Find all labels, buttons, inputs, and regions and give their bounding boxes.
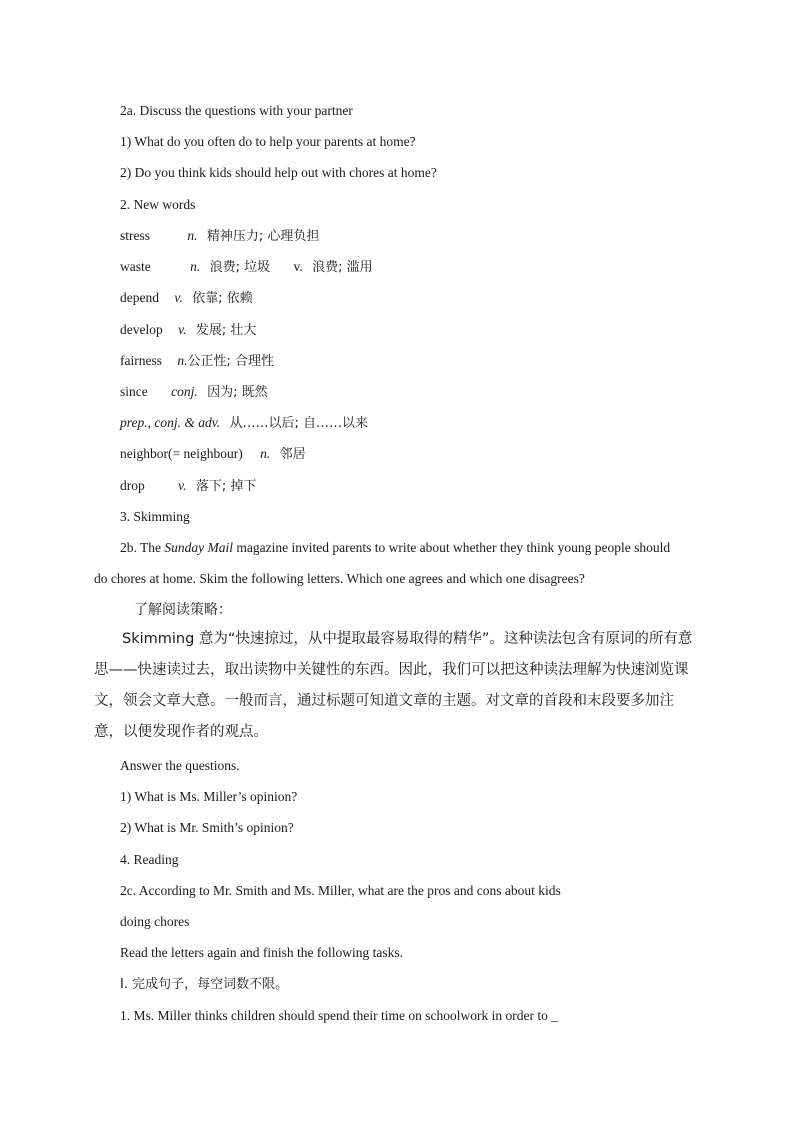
word: depend bbox=[120, 290, 159, 305]
word-meaning: 落下; 掉下 bbox=[195, 479, 257, 494]
word-meaning: 发展; 壮大 bbox=[195, 323, 257, 338]
heading-new-words: 2. New words bbox=[120, 197, 196, 212]
word-meaning: 依靠; 依赖 bbox=[192, 291, 253, 306]
paragraph-2b-line1 bbox=[120, 539, 670, 557]
part-of-speech: n. bbox=[260, 446, 271, 461]
word: drop bbox=[120, 478, 145, 493]
word-meaning: 精神压力; 心理负担 bbox=[206, 229, 320, 244]
paragraph-2c-line2: doing chores bbox=[120, 914, 190, 929]
word-row bbox=[120, 321, 256, 340]
part-of-speech: v. bbox=[178, 478, 187, 493]
word-meaning: 公正性; 合理性 bbox=[187, 354, 274, 369]
word-row bbox=[120, 227, 319, 246]
part-of-speech: prep., conj. & adv. bbox=[120, 415, 221, 430]
question-3-2: 2) What is Mr. Smith’s opinion? bbox=[120, 820, 294, 835]
part-of-speech: n. bbox=[187, 228, 198, 243]
word-meaning: 从……以后; 自……以来 bbox=[229, 416, 368, 431]
part-of-speech: n. bbox=[177, 353, 188, 368]
strategy-title: 了解阅读策略： bbox=[134, 602, 232, 618]
part-of-speech-2: v. bbox=[293, 259, 303, 274]
word-row bbox=[120, 258, 373, 277]
word: waste bbox=[120, 259, 151, 274]
part-of-speech: v. bbox=[174, 290, 183, 305]
heading-skimming: 3. Skimming bbox=[120, 509, 190, 524]
paragraph-2b-line2: do chores at home. Skim the following letters. Which one agrees and which one disagrees? bbox=[94, 571, 585, 586]
para-2b-text: magazine invited parents to write about whether they think young people should bbox=[233, 540, 671, 555]
word-row bbox=[120, 414, 368, 433]
word-row bbox=[120, 352, 274, 371]
word-row bbox=[120, 477, 256, 496]
question-2a-2: 2) Do you think kids should help out with chores at home? bbox=[120, 165, 437, 180]
word-row bbox=[120, 445, 306, 464]
part-of-speech: n. bbox=[190, 259, 201, 274]
word-meaning: 邻居 bbox=[279, 447, 306, 462]
answer-prompt: Answer the questions. bbox=[120, 758, 240, 773]
word-meaning: 浪费; 垃圾 bbox=[209, 260, 271, 275]
strategy-text: Skimming 意为“快速掠过，从中提取最容易取得的精华”。这种读法包含有原词的所有意思——快速读过去，取出读物中关键性的东西。因此，我们可以把这种读法理解为快速浏览课文，领会文章大意。一般而言，通过标题可知道文章的主题。对文章的首段和末段要多加注意，以便发现作者的观点。 bbox=[94, 631, 693, 740]
heading-2a: 2a. Discuss the questions with your partner bbox=[120, 103, 353, 118]
task-I-text: I. 完成句子，每空词数不限。 bbox=[120, 977, 289, 992]
question-3-1: 1) What is Ms. Miller’s opinion? bbox=[120, 789, 298, 804]
word: develop bbox=[120, 322, 163, 337]
task-item-1: 1. Ms. Miller thinks children should spend their time on schoolwork in order to _ bbox=[120, 1008, 558, 1023]
word-meaning-2: 浪费; 滥用 bbox=[312, 260, 373, 275]
heading-reading: 4. Reading bbox=[120, 852, 179, 867]
word: neighbor(= neighbour) bbox=[120, 446, 243, 461]
question-2a-1: 1) What do you often do to help your parents at home? bbox=[120, 134, 416, 149]
strategy-paragraph bbox=[94, 624, 698, 748]
task-intro: Read the letters again and finish the following tasks. bbox=[120, 945, 404, 960]
word-row bbox=[120, 289, 253, 308]
magazine-title: Sunday Mail bbox=[164, 540, 233, 555]
part-of-speech: conj. bbox=[171, 384, 198, 399]
part-of-speech: v. bbox=[178, 322, 187, 337]
paragraph-2c-line1: 2c. According to Mr. Smith and Ms. Miller, what are the pros and cons about kids bbox=[120, 883, 561, 898]
para-2b-text: 2b. The bbox=[120, 540, 165, 555]
word: stress bbox=[120, 228, 150, 243]
word: since bbox=[120, 384, 148, 399]
word-row bbox=[120, 383, 268, 402]
word: fairness bbox=[120, 353, 162, 368]
word-meaning: 因为; 既然 bbox=[207, 385, 268, 400]
task-I-heading bbox=[120, 975, 288, 994]
